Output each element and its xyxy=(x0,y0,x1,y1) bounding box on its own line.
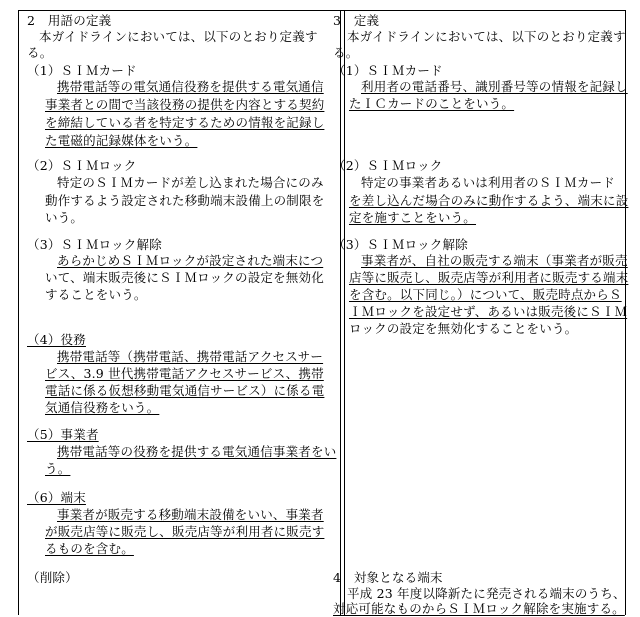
item-6-title: （6）端末 xyxy=(27,490,86,505)
column-divider xyxy=(344,11,345,616)
item-3-body: 店等に販売し、販売店等が利用者に販売する端末 xyxy=(349,270,629,285)
item-3-body: を含む。以下同じ。）について、販売時点からＳ xyxy=(349,287,622,302)
section-2-title: 2 用語の定義 xyxy=(27,13,112,28)
item-3-title: （3）ＳＩＭロック解除 xyxy=(333,237,468,252)
item-3-body: 事業者が、自社の販売する端末（事業者が販売 xyxy=(361,253,628,268)
item-3-body: ロックの設定を無効化することをいう。 xyxy=(349,321,578,336)
comparison-table xyxy=(18,10,629,616)
item-1-body: を締結している者を特定するための情報を記録し xyxy=(45,115,325,130)
item-2-body: 定を施すことをいう。 xyxy=(349,210,477,225)
item-6-body: 事業者が販売する移動端末設備をいい、事業者 xyxy=(57,507,324,522)
item-6-body: が販売店等に販売し、販売店等が利用者に販売す xyxy=(45,524,325,539)
item-1-body: た電磁的記録媒体をいう。 xyxy=(45,133,198,148)
section-3-intro: 本ガイドラインにおいては、以下のとおり定義す xyxy=(347,29,626,44)
item-2-title: （2）ＳＩＭロック xyxy=(333,158,443,173)
item-4-body: 気通信役務をいう。 xyxy=(45,400,160,415)
item-3-body: いて、端末販売後にＳＩＭロックの設定を無効化 xyxy=(45,270,324,285)
item-1-body: 事業者との間で当該役務の提供を内容とする契約 xyxy=(45,97,325,112)
item-1-body: たＩＣカードのことをいう。 xyxy=(349,96,515,111)
section-4-title: 4 対象となる端末 xyxy=(333,570,443,585)
item-5-title: （5）事業者 xyxy=(27,427,99,442)
item-2-body: いう。 xyxy=(45,210,84,225)
item-3-title: （3）ＳＩＭロック解除 xyxy=(27,237,162,252)
item-6-body: るものを含む。 xyxy=(45,541,134,556)
column-divider xyxy=(340,11,341,616)
section-4-body: 平成 23 年度以降新たに発売される端末のうち、 xyxy=(347,586,626,601)
item-2-title: （2）ＳＩＭロック xyxy=(27,158,137,173)
item-2-body: を差し込んだ場合のみに動作するよう、端末に設 xyxy=(349,193,629,208)
item-2-body: 特定のＳＩＭカードが差し込まれた場合にのみ xyxy=(57,175,324,190)
item-3-body: することをいう。 xyxy=(45,287,147,302)
item-1-body: 利用者の電話番号、識別番号等の情報を記録し xyxy=(361,79,628,94)
item-1-title: （1）ＳＩＭカード xyxy=(333,63,443,78)
item-4-body: 電話に係る仮想移動電気通信サービス）に係る電 xyxy=(45,383,325,398)
item-3-body: ＩＭロックを設定せず、あるいは販売後にＳＩＭ xyxy=(349,304,628,319)
item-5-body: う。 xyxy=(45,461,71,476)
item-2-body: 特定の事業者あるいは利用者のＳＩＭカード xyxy=(361,175,616,190)
item-4-title: （4）役務 xyxy=(27,332,86,347)
item-2-body: 動作するよう設定された移動端末設備上の制限を xyxy=(45,193,325,208)
item-3-body: あらかじめＳＩＭロックが設定された端末につ xyxy=(57,253,324,268)
item-1-body: 携帯電話等の電気通信役務を提供する電気通信 xyxy=(57,79,324,94)
section-3-title: 3 定義 xyxy=(333,13,380,28)
section-4-body: 対応可能なものからＳＩＭロック解除を実施する。 xyxy=(333,601,625,616)
deleted-note: （削除） xyxy=(27,570,78,585)
item-1-title: （1）ＳＩＭカード xyxy=(27,63,137,78)
item-4-body: 携帯電話等（携帯電話、携帯電話アクセスサー xyxy=(57,349,324,364)
section-2-intro: 本ガイドラインにおいては、以下のとおり定義す xyxy=(39,29,318,44)
item-5-body: 携帯電話等の役務を提供する電気通信事業者をい xyxy=(57,444,337,459)
section-3-intro: る。 xyxy=(333,45,359,60)
section-2-intro: る。 xyxy=(27,45,53,60)
item-4-body: ビス、3.9 世代携帯電話アクセスサービス、携帯 xyxy=(45,366,324,381)
